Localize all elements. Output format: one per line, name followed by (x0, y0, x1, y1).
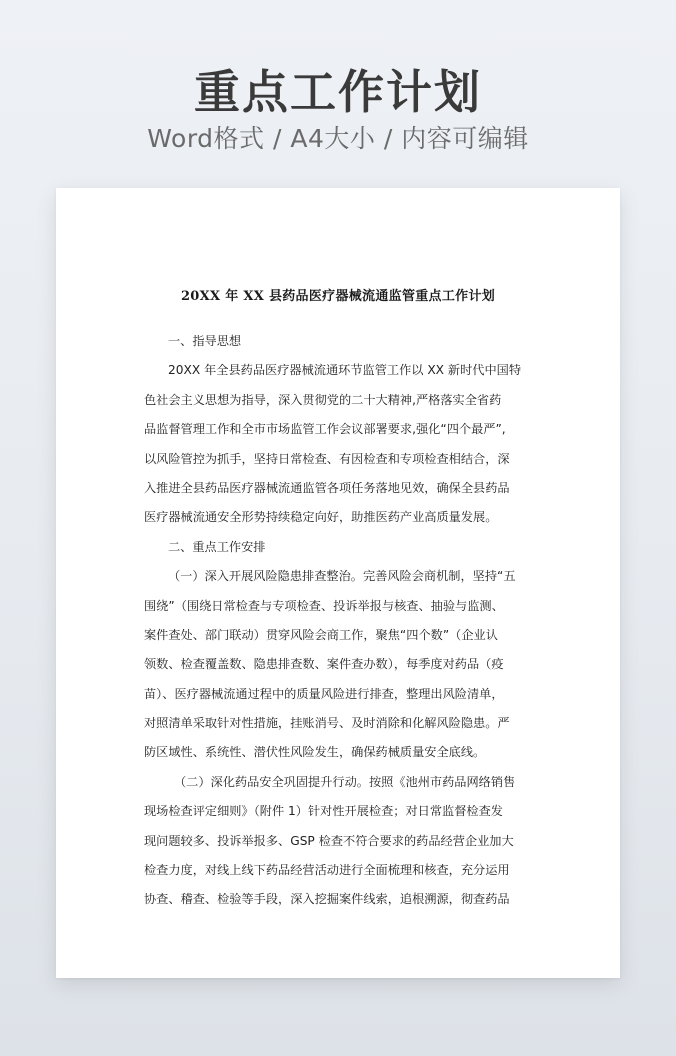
document-title: 20XX 年 XX 县药品医疗器械流通监管重点工作计划 (180, 289, 496, 304)
document-page (56, 188, 620, 978)
paragraph-line: 领数、检查覆盖数、隐患排查数、案件查办数），每季度对药品（疫 (144, 657, 504, 672)
paragraph-line: 苗）、医疗器械流通过程中的质量风险进行排查，整理出风险清单， (144, 686, 504, 701)
paragraph-line: 以风险管控为抓手，坚持日常检查、有因检查和专项检查相结合，深 (144, 451, 510, 466)
paragraph-line: 围绕”（围绕日常检查与专项检查、投诉举报与核查、抽验与监测、 (144, 598, 504, 613)
paragraph-line: 对照清单采取针对性措施，挂账消号、及时消除和化解风险隐患。严 (144, 716, 510, 731)
hero-subtitle: Word格式 / A4大小 / 内容可编辑 (147, 124, 529, 153)
section-heading: 二、重点工作安排 (168, 539, 266, 554)
paragraph-line: 检查力度，对线上线下药品经营活动进行全面梳理和核查，充分运用 (144, 863, 510, 878)
paragraph-line: 防区域性、系统性、潜伏性风险发生，确保药械质量安全底线。 (144, 745, 486, 760)
paragraph-line: 品监督管理工作和全市市场监管工作会议部署要求,强化“四个最严”, (144, 422, 506, 437)
paragraph-line: 色社会主义思想为指导，深入贯彻党的二十大精神,严格落实全省药 (144, 392, 502, 407)
paragraph-line: 现场检查评定细则》（附件 1）针对性开展检查；对日常监督检查发 (144, 804, 503, 819)
hero-header (0, 62, 676, 156)
document-body (144, 327, 534, 915)
section-heading: 一、指导思想 (168, 334, 242, 348)
paragraph-line: 协查、稽查、检验等手段，深入挖掘案件线索，追根溯源，彻查药品 (144, 892, 510, 907)
hero-title: 重点工作计划 (194, 65, 482, 119)
paragraph-line: 入推进全县药品医疗器械流通监管各项任务落地见效，确保全县药品 (144, 480, 510, 495)
paragraph-line: （一）深入开展风险隐患排查整治。完善风险会商机制，坚持“五 (168, 569, 516, 584)
paragraph-line: 20XX 年全县药品医疗器械流通环节监管工作以 XX 新时代中国特 (168, 363, 522, 378)
paragraph-line: 案件查处、部门联动）贯穿风险会商工作，聚焦“四个数”（企业认 (144, 627, 498, 642)
paragraph-line: 医疗器械流通安全形势持续稳定向好，助推医药产业高质量发展。 (144, 510, 498, 525)
paragraph-line: （二）深化药品安全巩固提升行动。按照《池州市药品网络销售 (174, 774, 516, 789)
paragraph-line: 现问题较多、投诉举报多、GSP 检查不符合要求的药品经营企业加大 (144, 833, 514, 848)
